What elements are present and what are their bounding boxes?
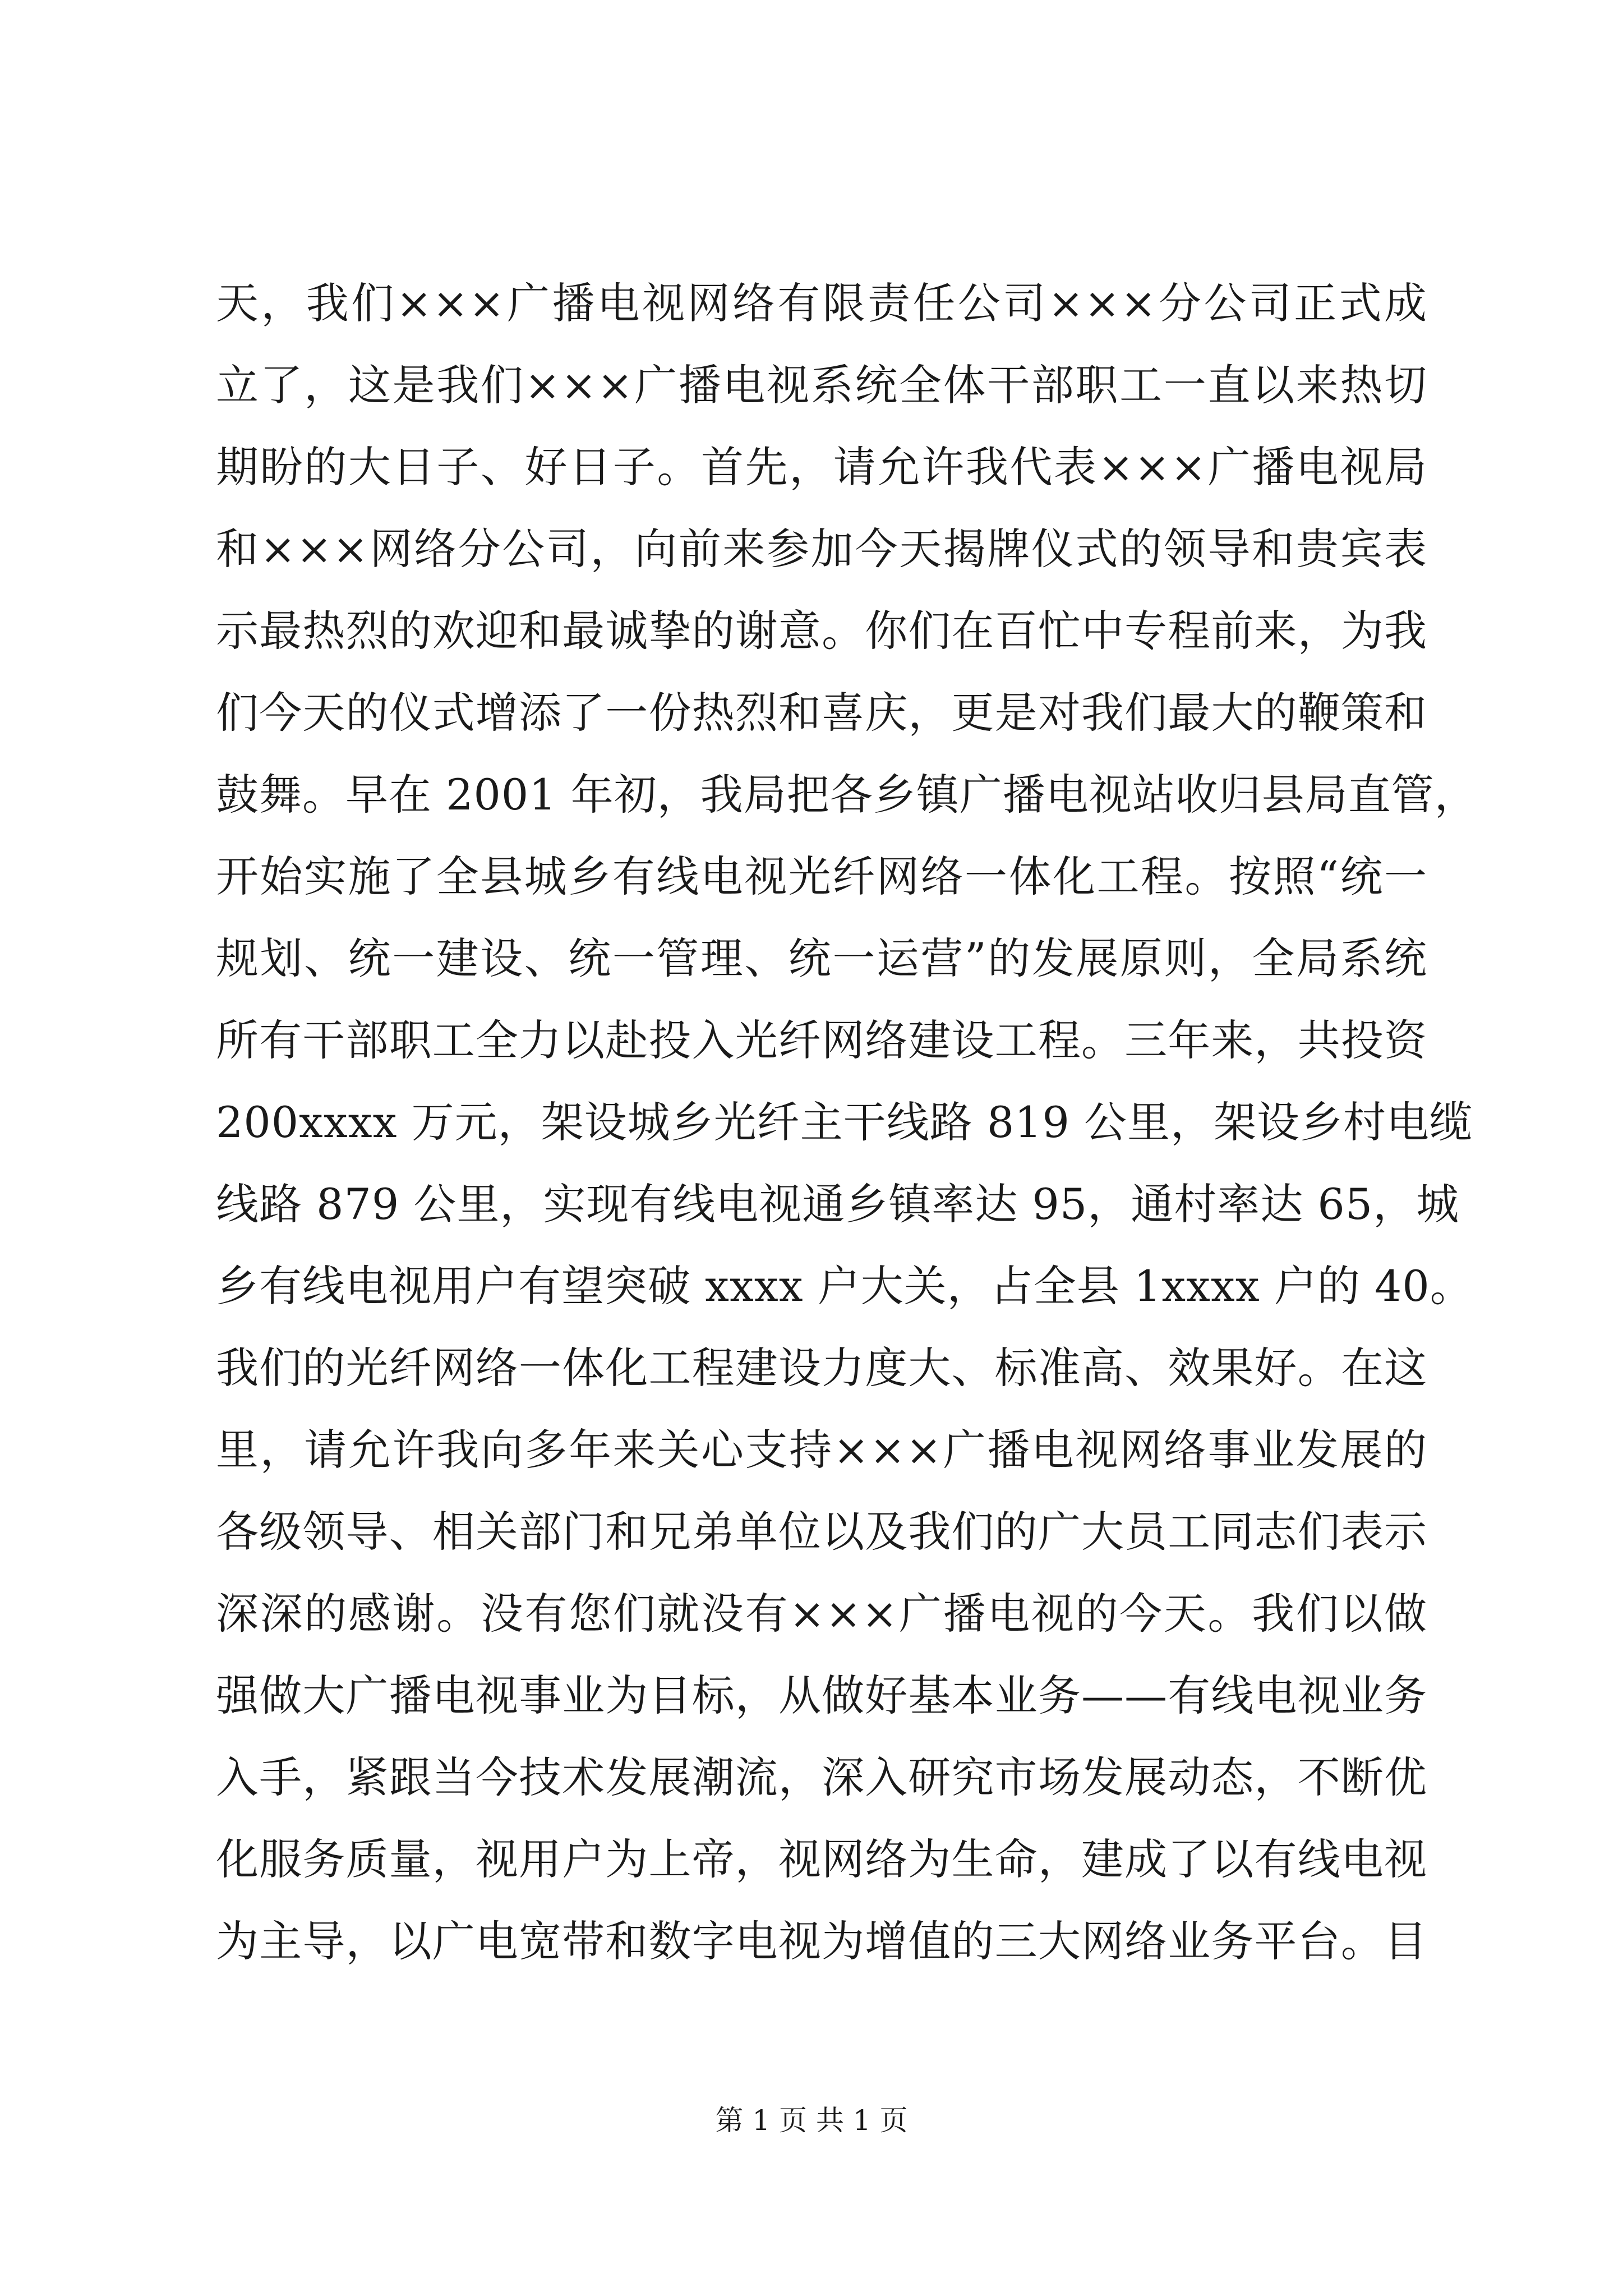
text-line: 深深的感谢。没有您们就没有×××广播电视的今天。我们以做	[216, 1589, 1427, 1639]
text-line: 和×××网络分公司，向前来参加今天揭牌仪式的领导和贵宾表	[216, 524, 1427, 574]
text-line: 乡有线电视用户有望突破 xxxx 户大关，占全县 1xxxx 户的 40。	[216, 1261, 1473, 1311]
page-number-footer: 第 1 页 共 1 页	[715, 2104, 908, 2137]
text-line: 200xxxx 万元，架设城乡光纤主干线路 819 公里，架设乡村电缆	[216, 1097, 1473, 1147]
text-line: 入手，紧跟当今技术发展潮流，深入研究市场发展动态，不断优	[216, 1752, 1427, 1802]
text-line: 立了，这是我们×××广播电视系统全体干部职工一直以来热切	[216, 360, 1427, 410]
text-line: 各级领导、相关部门和兄弟单位以及我们的广大员工同志们表示	[216, 1507, 1427, 1557]
text-line: 天，我们×××广播电视网络有限责任公司×××分公司正式成	[216, 278, 1427, 328]
text-line: 鼓舞。早在 2001 年初，我局把各乡镇广播电视站收归县局直管，	[216, 770, 1478, 820]
text-line: 里，请允许我向多年来关心支持×××广播电视网络事业发展的	[216, 1425, 1427, 1475]
body-paragraph	[216, 263, 1478, 1982]
text-line: 开始实施了全县城乡有线电视光纤网络一体化工程。按照“统一	[216, 852, 1427, 901]
text-line: 们今天的仪式增添了一份热烈和喜庆，更是对我们最大的鞭策和	[216, 688, 1427, 738]
text-line: 化服务质量，视用户为上帝，视网络为生命，建成了以有线电视	[216, 1834, 1427, 1884]
text-line: 规划、统一建设、统一管理、统一运营”的发展原则，全局系统	[216, 933, 1427, 983]
text-line: 期盼的大日子、好日子。首先，请允许我代表×××广播电视局	[216, 442, 1427, 492]
text-line: 为主导，以广电宽带和数字电视为增值的三大网络业务平台。目	[216, 1916, 1427, 1966]
text-line: 线路 879 公里，实现有线电视通乡镇率达 95，通村率达 65，城	[216, 1179, 1460, 1229]
text-line: 示最热烈的欢迎和最诚挚的谢意。你们在百忙中专程前来，为我	[216, 606, 1427, 656]
text-line: 所有干部职工全力以赴投入光纤网络建设工程。三年来，共投资	[216, 1015, 1427, 1065]
text-line: 强做大广播电视事业为目标，从做好基本业务——有线电视业务	[216, 1671, 1427, 1720]
text-line: 我们的光纤网络一体化工程建设力度大、标准高、效果好。在这	[216, 1343, 1427, 1393]
